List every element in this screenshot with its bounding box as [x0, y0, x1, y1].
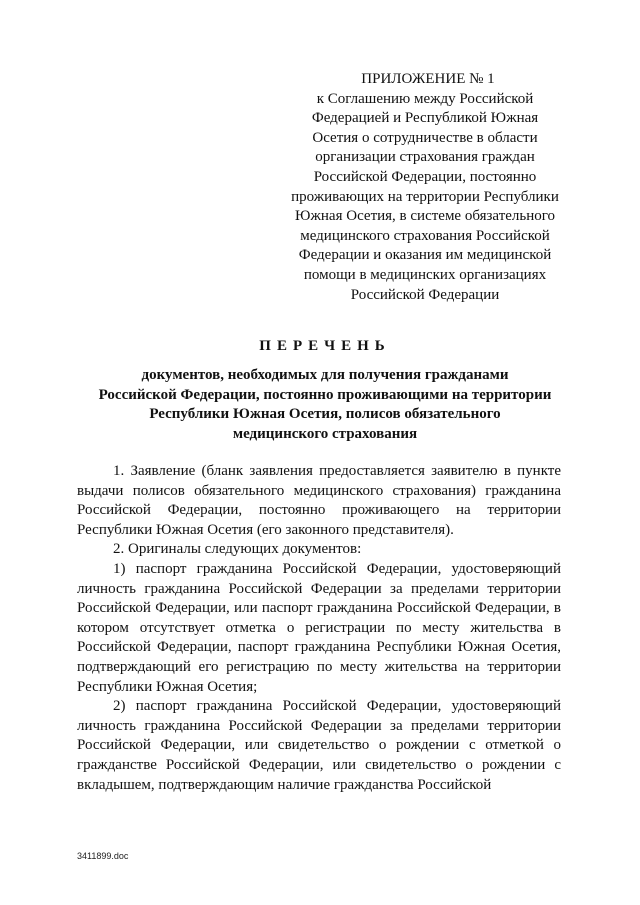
appendix-line: Федерации и оказания им медицинской	[298, 247, 552, 264]
appendix-line: организации страхования граждан	[315, 149, 535, 166]
subheading-line: Российской Федерации, постоянно проживающими на территории	[98, 386, 552, 403]
appendix-line: помощи в медицинских организациях	[303, 266, 547, 283]
appendix-line: Федерацией и Республикой Южная	[311, 110, 539, 127]
paragraph: 2. Оригиналы следующих документов:	[113, 541, 362, 558]
document-subheading	[0, 366, 640, 444]
document-heading: ПЕРЕЧЕНЬ	[259, 338, 391, 354]
appendix-block	[280, 70, 570, 305]
appendix-line: проживающих на территории Республики	[291, 188, 559, 205]
subheading-line: Республики Южная Осетия, полисов обязательного	[149, 406, 501, 423]
appendix-line: Российской Федерации	[350, 286, 500, 303]
paragraph: 1. Заявление (бланк заявления предоставляется заявителю в пункте выдачи полисов обязательного медицинского страхования) гражданина Российской Федерации, постоянно проживающего на территории Республики Южная Осетия (его законного представителя).	[77, 463, 561, 538]
footer-filename: 3411899.doc	[77, 851, 129, 861]
paragraph: 1) паспорт гражданина Российской Федерации, удостоверяющий личность гражданина Российской Федерации за пределами территории Российской Федерации, или паспорт гражданина Российской Федерации, в котором отсутствует отметка о регистрации по месту жительства в Российской Федерации, паспорт гражданина Республики Южная Осетия, подтверждающий его регистрацию по месту жительства на территории Республики Южная Осетия;	[77, 560, 561, 695]
appendix-line: Российской Федерации, постоянно	[313, 168, 537, 185]
appendix-line: Осетия о сотрудничестве в области	[312, 129, 538, 146]
paragraph: 2) паспорт гражданина Российской Федерации, удостоверяющий личность гражданина Российской Федерации за пределами территории Российской Федерации, или свидетельство о рождении с отметкой о гражданстве Российской Федерации, или свидетельство о рождении с вкладышем, подтверждающим наличие гражданства Российской	[77, 698, 561, 793]
appendix-line: к Соглашению между Российской	[316, 90, 534, 107]
appendix-title: ПРИЛОЖЕНИЕ № 1	[361, 71, 495, 87]
subheading-line: медицинского страхования	[232, 425, 418, 442]
subheading-line: документов, необходимых для получения гражданами	[141, 367, 509, 383]
appendix-line: Южная Осетия, в системе обязательного	[294, 208, 556, 225]
document-body	[77, 462, 561, 795]
appendix-line: медицинского страхования Российской	[300, 227, 550, 244]
document-title-block	[0, 338, 640, 444]
